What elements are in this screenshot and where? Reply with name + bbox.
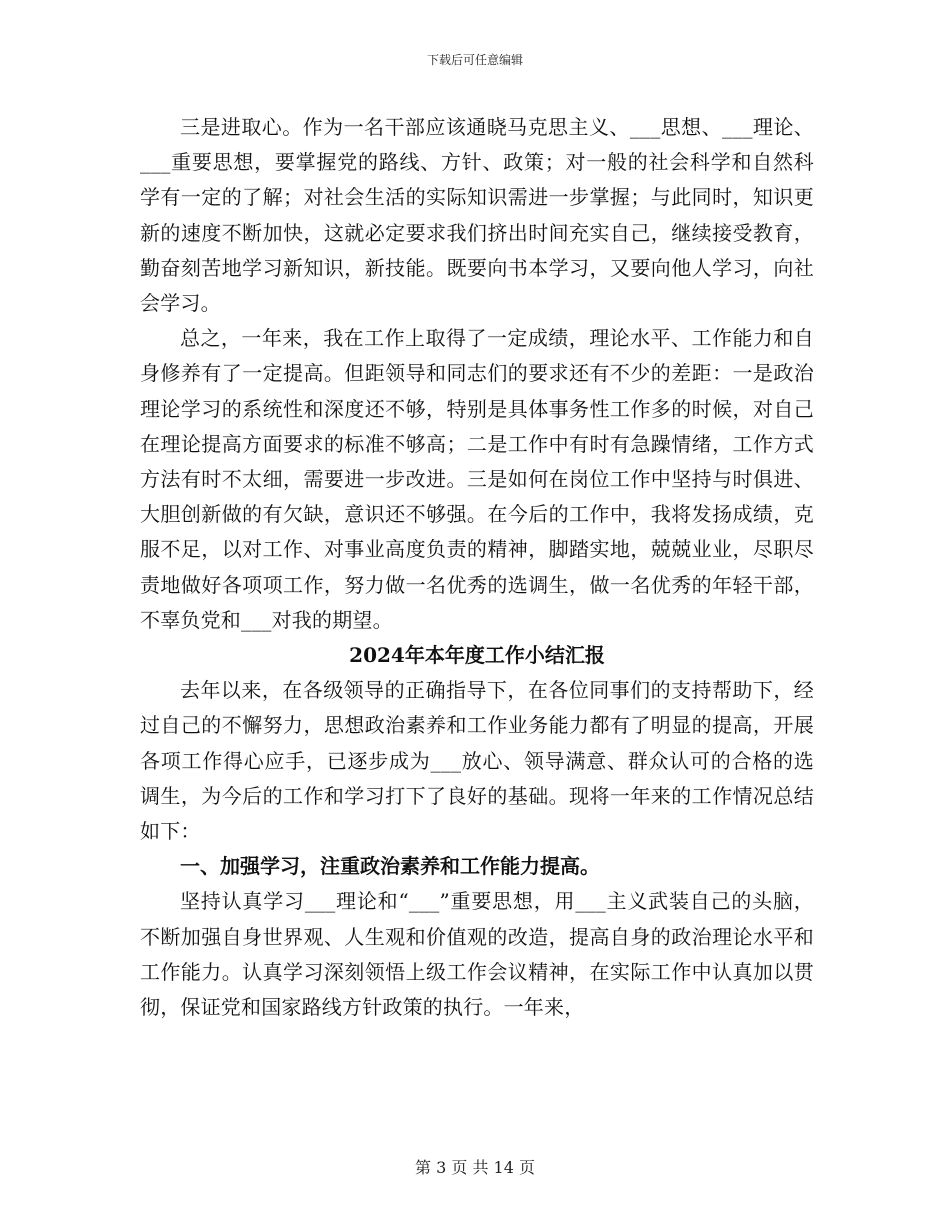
paragraph-study: 坚持认真学习___理论和“___”重要思想，用___主义武装自己的头脑，不断加强自身世界观、人生观和价值观的改造，提高自身的政治理论水平和工作能力。认真学习深刻领悟上级工作会议精神，在实际工作中认真加以贯彻，保证党和国家路线方针政策的执行。一年来， bbox=[140, 889, 814, 1020]
section-heading-1: 一、加强学习，注重政治素养和工作能力提高。 bbox=[180, 854, 600, 879]
document-title: 2024年本年度工作小结汇报 bbox=[349, 643, 605, 668]
document-body bbox=[140, 110, 814, 1025]
page-number: 第 3 页 共 14 页 bbox=[415, 1158, 535, 1177]
paragraph-intro: 去年以来，在各级领导的正确指导下，在各位同事们的支持帮助下，经过自己的不懈努力，思想政治素养和工作业务能力都有了明显的提高，开展各项工作得心应手，已逐步成为___放心、领导满意、群众认可的合格的选调生，为今后的工作和学习打下了良好的基础。现将一年来的工作情况总结如下： bbox=[140, 678, 814, 844]
paragraph-summary: 总之，一年来，我在工作上取得了一定成绩，理论水平、工作能力和自身修养有了一定提高。但距领导和同志们的要求还有不少的差距：一是政治理论学习的系统性和深度还不够，特别是具体事务性工作多的时候，对自己在理论提高方面要求的标准不够高；二是工作中有时有急躁情绪，工作方式方法有时不太细，需要进一步改进。三是如何在岗位工作中坚持与时俱进、大胆创新做的有欠缺，意识还不够强。在今后的工作中，我将发扬成绩，克服不足，以对工作、对事业高度负责的精神，脚踏实地，兢兢业业，尽职尽责地做好各项项工作，努力做一名优秀的选调生，做一名优秀的年轻干部，不辜负党和___对我的期望。 bbox=[140, 326, 814, 632]
page-header: 下载后可任意编辑 bbox=[426, 53, 523, 67]
paragraph-progress: 三是进取心。作为一名干部应该通晓马克思主义、___思想、___理论、___重要思想，要掌握党的路线、方针、政策；对一般的社会科学和自然科学有一定的了解；对社会生活的实际知识需进一步掌握；与此同时，知识更新的速度不断加快，这就必定要求我们挤出时间充实自己，继续接受教育，勤奋刻苦地学习新知识，新技能。既要向书本学习，又要向他人学习，向社会学习。 bbox=[140, 115, 814, 316]
